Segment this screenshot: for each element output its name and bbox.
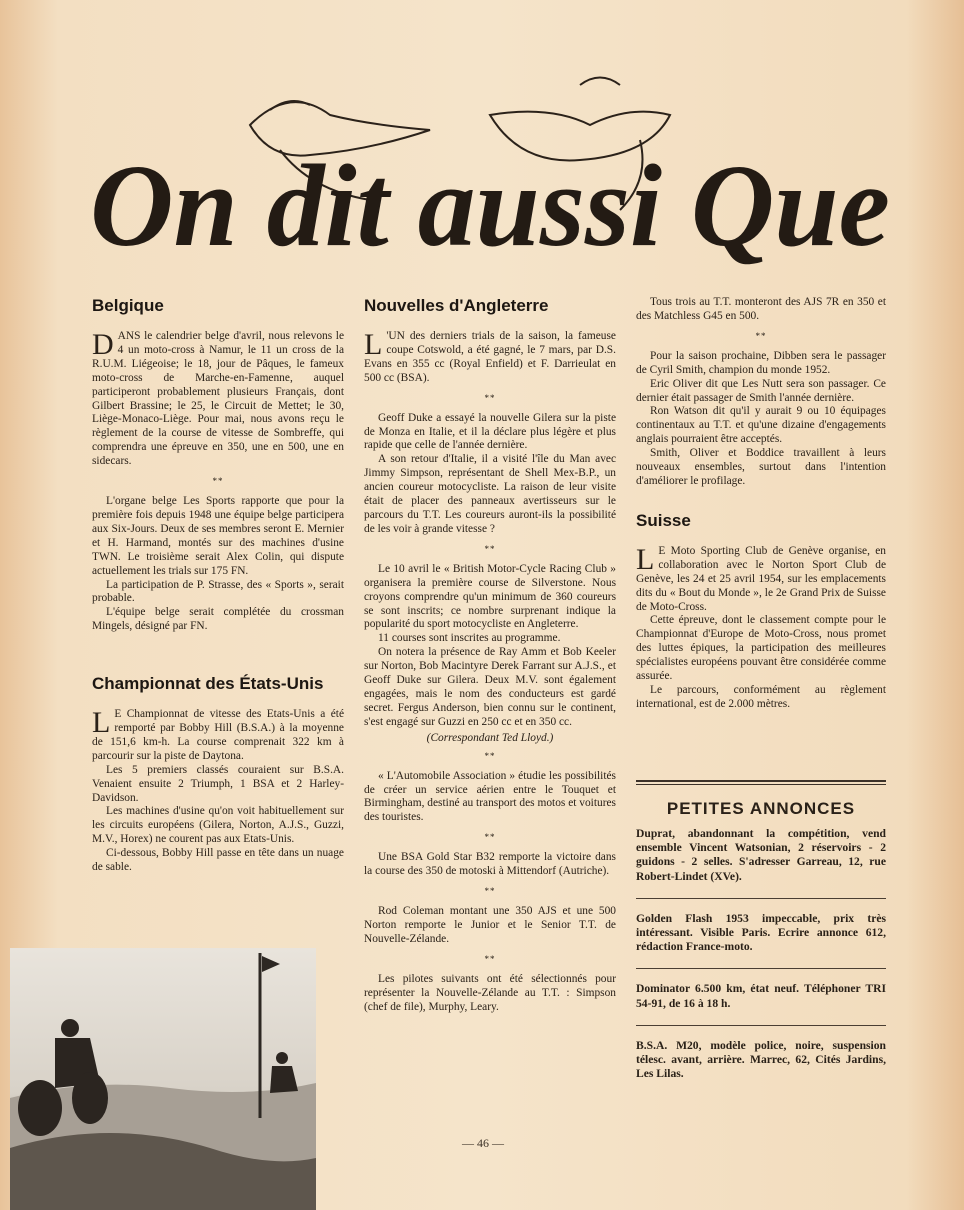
angleterre-text-7: « L'Automobile Association » étudie les possibilités de créer un service aérien entre le Touquet et Birmingham, destiné au transport des motos et voitures des touristes. — [364, 769, 616, 824]
classified-ad: Golden Flash 1953 impeccable, prix très intéressant. Visible Paris. Ecrire annonce 612, rédaction France-moto. — [636, 911, 886, 954]
angleterre-paragraph — [364, 330, 616, 386]
usa-text-4: Ci-dessous, Bobby Hill passe en tête dans un nuage de sable. — [92, 847, 344, 874]
suisse-paragraph — [636, 542, 886, 615]
col3-text-2: Pour la saison prochaine, Dibben sera le passager de Cyril Smith, champion du monde 1952. — [636, 349, 886, 376]
banner-illustration — [80, 55, 900, 295]
column-1 — [92, 296, 344, 875]
divider — [636, 968, 886, 969]
suisse-text-1: E Moto Sporting Club de Genève organise, en collaboration avec le Norton Sport Club de Genève, les 24 et 25 avril 1954, sur les emplacements dits du « Bout du Monde », le 2e Grand Prix de Suisse de Moto-Cross. — [636, 544, 886, 613]
separator-stars: ** — [484, 543, 496, 554]
banner-title: On dit aussi Que — [90, 140, 890, 271]
belgique-text-1: ANS le calendrier belge d'avril, nous relevons le 4 un moto-cross à Namur, le 11 un cross de la R.U.M. Liégeoise; le 18, jour de Pâques, le fameux moto-cross de Marche-en-Famenne, auquel participeront probablement plusieurs Français, dont Gilbert Brassine; le 25, le Circuit de Mettet; le 30, Liège-Monaco-Liège. Pour mai, nous avons reçu le règlement de la course de vitesse de Sombreffe, qui comprendra une épreuve en 350, une en 500, une en sidecars. — [92, 330, 344, 468]
angleterre-text-8: Une BSA Gold Star B32 remporte la victoire dans la course des 350 de motoski à Mittendorf (Autriche). — [364, 851, 616, 878]
separator-stars: ** — [484, 953, 496, 964]
heading-belgique: Belgique — [92, 296, 164, 315]
col3-text-1: Tous trois au T.T. monteront des AJS 7R en 350 et des Matchless G45 en 500. — [636, 296, 886, 322]
column-2 — [364, 296, 616, 1015]
heading-angleterre: Nouvelles d'Angleterre — [364, 296, 549, 315]
angleterre-text-1: 'UN des derniers trials de la saison, la fameuse coupe Cotswold, a été gagné, le 7 mars, par D.S. Evans en 355 cc (Royal Enfield) et F. Darrieulat en 500 cc (BSA). — [364, 330, 616, 384]
angleterre-text-9: Rod Coleman montant une 350 AJS et une 500 Norton remporte le Junior et le Senior T.T. de Nouvelle-Zélande. — [364, 905, 616, 945]
separator-stars: ** — [484, 832, 496, 843]
classified-ad: B.S.A. M20, modèle police, noire, suspension télesc. avant, arrière. Marrec, 62, Cités Jardins, Les Lilas. — [636, 1038, 886, 1081]
angleterre-text-5: 11 courses sont inscrites au programme. — [378, 632, 561, 645]
drop-cap: D — [92, 328, 114, 361]
col3-text-4: Ron Watson dit qu'il y aurait 9 ou 10 équipages continentaux au T.T. et qu'une dizaine d'engagements anglais pourraient être acceptés. — [636, 405, 886, 446]
belgique-paragraph — [92, 330, 344, 469]
usa-text-3: Les machines d'usine qu'on voit habituellement sur les circuits européens (Gilera, Norton, A.J.S., Guzzi, M.V., Horex) ne courent pas aux Etats-Unis. — [92, 805, 344, 846]
correspondent-credit: (Correspondant Ted Lloyd.) — [426, 731, 554, 744]
suisse-text-3: Le parcours, conformément au règlement international, est de 2.000 mètres. — [636, 683, 886, 710]
drop-cap: L — [636, 542, 655, 576]
heading-usa: Championnat des États-Unis — [92, 674, 324, 694]
angleterre-text-10: Les pilotes suivants ont été sélectionnés pour représenter la Nouvelle-Zélande au T.T. : Simpson (chef de file), Murphy, Leary. — [364, 972, 616, 1013]
col3-text-3: Eric Oliver dit que Les Nutt sera son passager. Ce dernier était passager de Smith l'année dernière. — [636, 377, 886, 404]
classified-ads — [636, 780, 886, 1081]
classified-title: PETITES ANNONCES — [666, 799, 856, 818]
separator-stars: ** — [484, 886, 496, 897]
usa-paragraph — [92, 708, 344, 764]
page-number: — 46 — — [462, 1136, 504, 1150]
angleterre-text-2: Geoff Duke a essayé la nouvelle Gilera sur la piste de Monza en Italie, et il la déclare plus légère et plus rapide que celle de l'année dernière. — [364, 411, 616, 452]
belgique-text-3: La participation de P. Strasse, des « Sports », serait probable. — [92, 578, 344, 605]
heading-suisse: Suisse — [636, 510, 691, 530]
separator-stars: ** — [484, 750, 496, 761]
separator-stars: ** — [212, 476, 224, 487]
belgique-text-4: L'équipe belge serait complétée du crossman Mingels, désigné par FN. — [92, 606, 344, 633]
angleterre-text-4: Le 10 avril le « British Motor-Cycle Racing Club » organisera la première course de Silverstone. Nous croyons comprendre qu'un minimum de 360 coureurs se sont inscrits; ce nombre surprenant indique la popularité du sport motocycliste en Angleterre. — [364, 562, 616, 631]
usa-text-2: Les 5 premiers classés couraient sur B.S.A. Venaient ensuite 2 Triumph, 1 BSA et 2 Harley-Davidson. — [92, 763, 344, 804]
drop-cap: L — [364, 328, 383, 361]
angleterre-text-3: A son retour d'Italie, il a visité l'île du Man avec Jimmy Simpson, représentant de Shell Mex-B.P., un ancien coureur motocycliste. La raison de leur visite était de placer des panneaux avertisseurs sur le parcours du T.T. Les coureurs auront-ils la possibilité de les voir à grande vitesse ? — [364, 453, 616, 535]
drop-cap: L — [92, 706, 111, 740]
divider — [636, 1025, 886, 1026]
classified-ad: Dominator 6.500 km, état neuf. Téléphoner TRI 54-91, de 16 à 18 h. — [636, 982, 886, 1010]
col3-text-5: Smith, Oliver et Boddice travaillent à leurs nouveaux ensembles, surtout dans l'intention d'améliorer le profilage. — [636, 447, 886, 487]
race-photo — [10, 948, 316, 1210]
classified-ad: Duprat, abandonnant la compétition, vend ensemble Vincent Watsonian, 2 réservoirs - 2 guidons - 2 selles. S'adresser Garreau, 12, rue Robert-Lindet (XVe). — [636, 827, 886, 883]
separator-stars: ** — [484, 392, 496, 403]
separator-stars: ** — [755, 330, 767, 341]
double-rule — [636, 780, 886, 785]
suisse-text-2: Cette épreuve, dont le classement compte pour le Championnat d'Europe de Moto-Cross, nous promet des luttes épiques, la participation des meilleures spécialistes européens pouvant être considérée comme assurée. — [636, 614, 886, 683]
divider — [636, 898, 886, 899]
belgique-text-2: L'organe belge Les Sports rapporte que pour la première fois depuis 1948 une équipe belge participera aux Six-Jours. Deux de ses membres seront E. Mernier et H. Harmand, montés sur des machines d'usine TWN. Le troisième serait Alex Colin, qui dispute actuellement les trials sur 175 FN. — [92, 495, 344, 577]
column-3 — [636, 296, 886, 712]
angleterre-text-6: On notera la présence de Ray Amm et Bob Keeler sur Norton, Bob Macintyre Derek Farrant sur A.J.S., et Geoff Duke sur Gilera. Deux M.V. sont également engagées, mais le nom des conducteurs est gardé secret. Fergus Anderson, bien connu sur le continent, s'est engagé sur Guzzi en 250 cc et en 350 cc. — [364, 646, 616, 728]
usa-text-1: E Championnat de vitesse des Etats-Unis a été remporté par Bobby Hill (B.S.A.) à la moyenne de 151,6 km-h. La course comprenait 322 km à parcourir sur la piste de Daytona. — [92, 708, 344, 762]
